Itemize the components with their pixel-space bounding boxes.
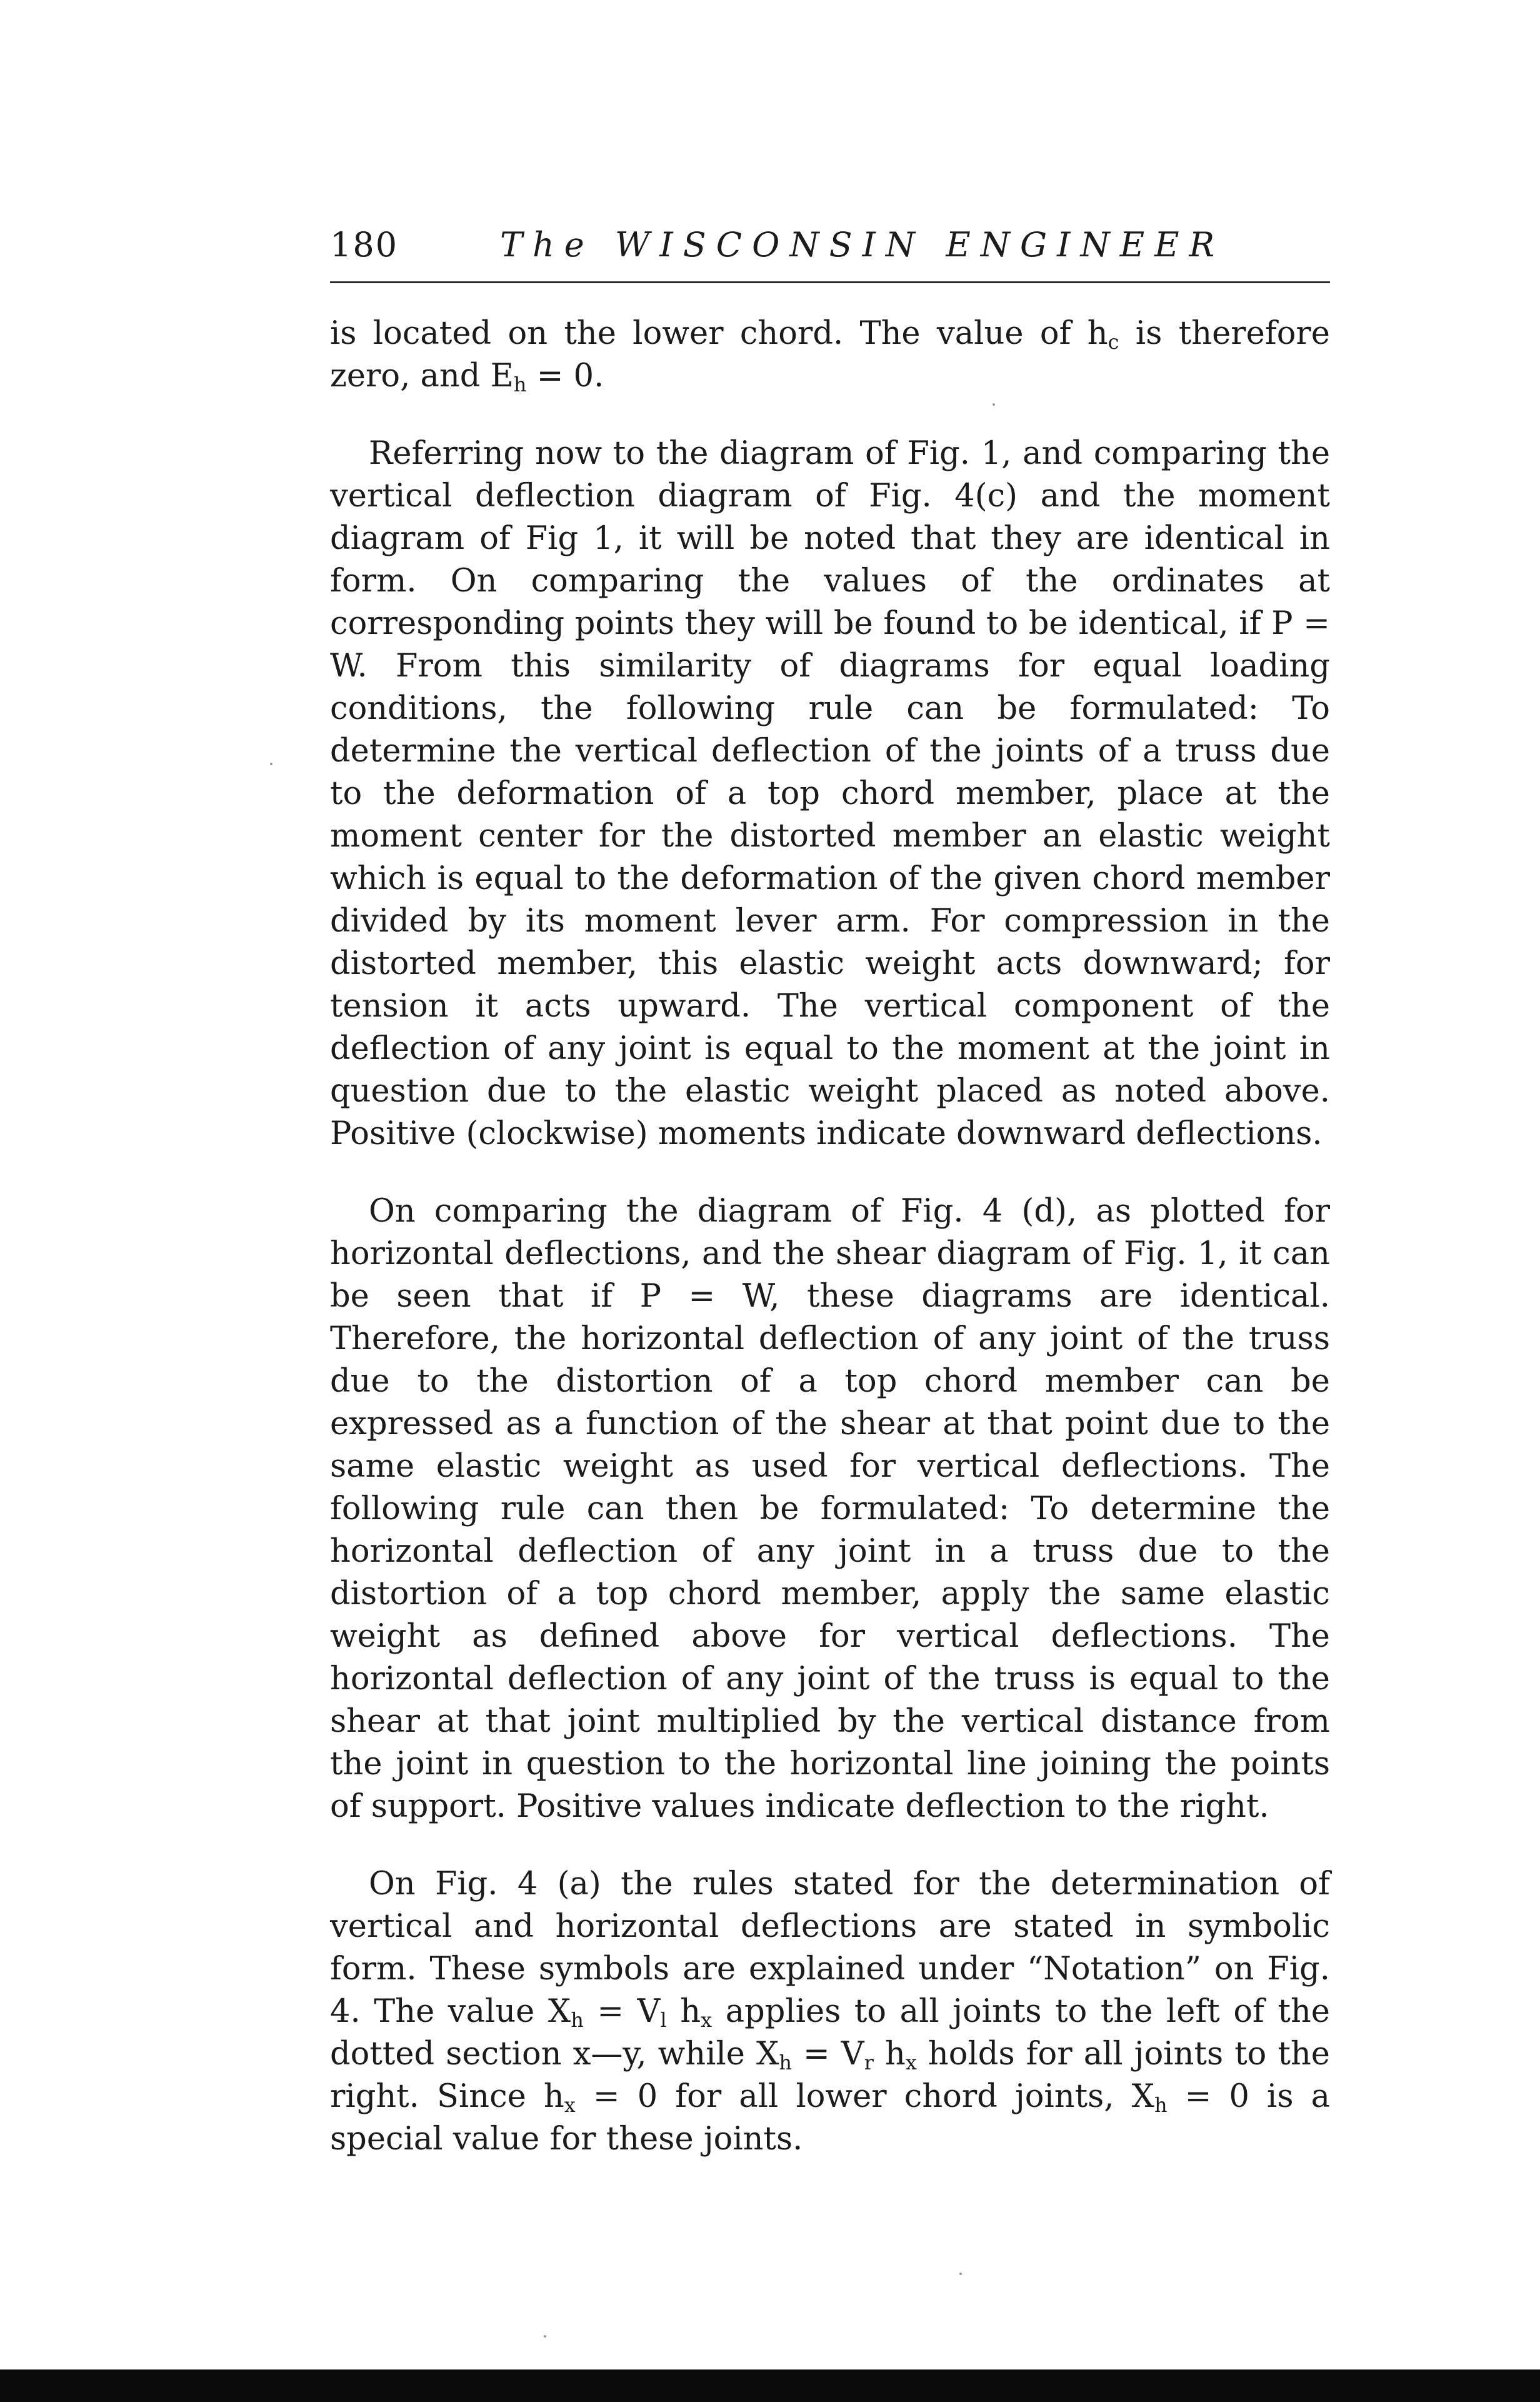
- text-run: h: [873, 2036, 906, 2073]
- subscript: h: [571, 2008, 584, 2032]
- text-run: holds for all joints to the right. Since h: [330, 2036, 1330, 2115]
- subscript: x: [701, 2008, 712, 2032]
- paragraph-p3: [330, 1190, 1330, 1828]
- running-title: The WISCONSIN ENGINEER: [500, 225, 1225, 264]
- article-body: [330, 313, 1330, 2196]
- text-run: = 0 for all lower chord joints, X: [575, 2078, 1154, 2115]
- text-run: Referring now to the diagram of Fig. 1, and comparing the vertical deflection diagram of Fig. 4(c) and the moment diagram of Fig 1, it will be noted that they are identical in form. On comparing the values of the ordinates at corresponding points they will be found to be identical, if P = W. From this similarity of diagrams for equal loading conditions, the following rule can be formulated: To determine the vertical deflection of the joints of a truss due to the deformation of a top chord member, place at the moment center for the distorted member an elastic weight which is equal to the deformation of the given chord member divided by its moment lever arm. For compression in the distorted member, this elastic weight acts downward; for tension it acts upward. The vertical component of the deflection of any joint is equal to the moment at the joint in question due to the elastic weight placed as noted above. Positive (clockwise) moments indicate downward deflections.: [330, 435, 1330, 1152]
- text-run: On Fig. 4 (a) the rules stated for the determination of vertical and horizontal deflections are stated in symbolic form. These symbols are explained under “Notation” on Fig. 4. The value X: [330, 1866, 1330, 2030]
- text-run: = V: [791, 2036, 864, 2073]
- scan-speck: [270, 763, 272, 765]
- text-run: is located on the lower chord. The value of h: [330, 315, 1108, 352]
- page-header: [330, 225, 1330, 275]
- paragraph-p2: [330, 433, 1330, 1155]
- subscript: x: [905, 2051, 917, 2074]
- text-run: applies to all joints to the left of the dotted section x—y, while X: [330, 1993, 1330, 2073]
- text-run: is therefore zero, and E: [330, 315, 1330, 394]
- subscript: l: [660, 2008, 667, 2032]
- text-run: = V: [583, 1993, 661, 2030]
- text-run: h: [666, 1993, 701, 2030]
- text-run: = 0.: [526, 358, 604, 394]
- paragraph-p1: [330, 313, 1330, 398]
- scan-speck: [959, 2273, 962, 2275]
- subscript: c: [1108, 330, 1119, 354]
- page-number: 180: [330, 225, 399, 264]
- subscript: h: [513, 373, 527, 396]
- paragraph-p4: [330, 1863, 1330, 2161]
- scan-speck: [544, 2335, 546, 2338]
- scan-bottom-border: [0, 2369, 1540, 2402]
- text-run: = 0 is a special value for these joints.: [330, 2078, 1330, 2158]
- subscript: h: [779, 2051, 792, 2074]
- subscript: r: [864, 2051, 874, 2074]
- header-rule: [330, 281, 1330, 283]
- scan-speck: [992, 403, 995, 406]
- text-run: On comparing the diagram of Fig. 4 (d), as plotted for horizontal deflections, and the shear diagram of Fig. 1, it can be seen that if P = W, these diagrams are identical. Therefore, the horizontal deflection of any joint of the truss due to the distortion of a top chord member can be expressed as a function of the shear at that point due to the same elastic weight as used for vertical deflections. The following rule can then be formulated: To determine the horizontal deflection of any joint in a truss due to the distortion of a top chord member, apply the same elastic weight as defined above for vertical deflections. The horizontal deflection of any joint of the truss is equal to the shear at that joint multiplied by the vertical distance from the joint in question to the horizontal line joining the points of support. Positive values indicate deflection to the right.: [330, 1193, 1330, 1825]
- subscript: h: [1154, 2093, 1168, 2117]
- subscript: x: [564, 2093, 576, 2117]
